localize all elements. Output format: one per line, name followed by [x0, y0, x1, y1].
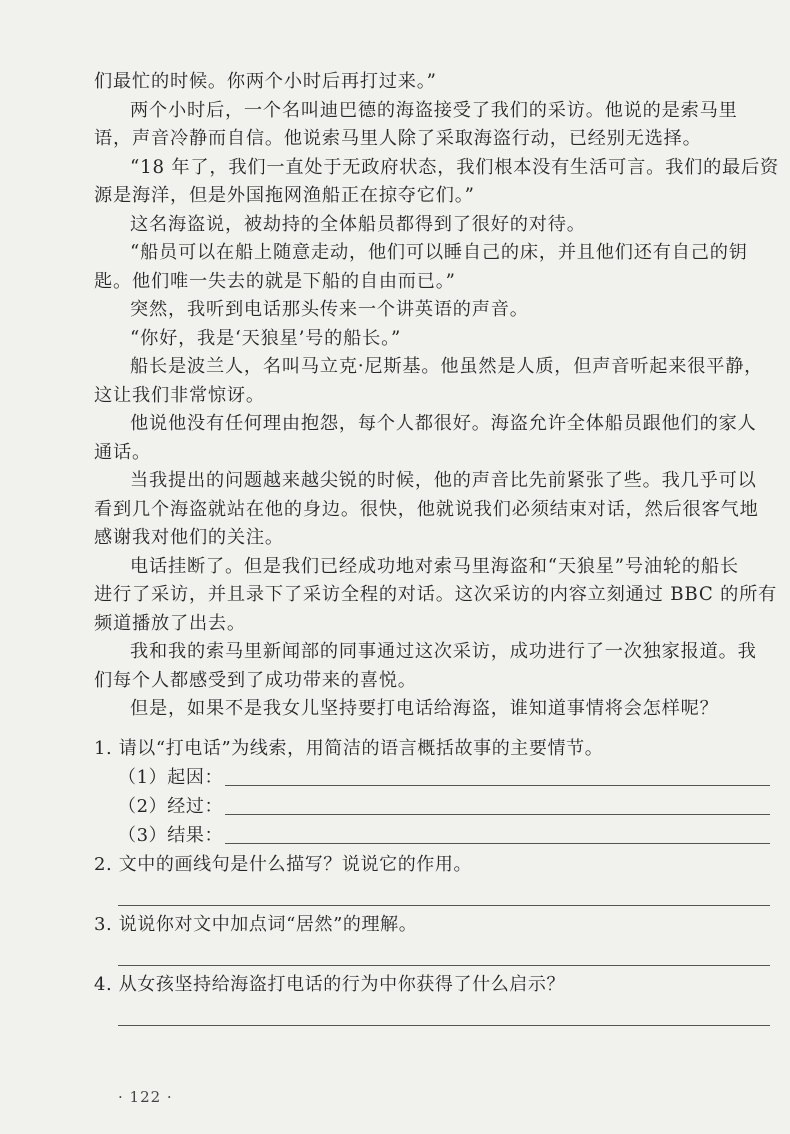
text-line: 他说他没有任何理由抱怨，每个人都很好。海盗允许全体船员跟他们的家人 [130, 413, 757, 434]
paragraph [94, 553, 778, 639]
answer-line[interactable] [225, 823, 770, 844]
text-line: 频道播放了出去。 [94, 612, 246, 634]
text-line: “你好，我是‘天狼星’号的船长。” [130, 327, 402, 349]
text-line: 语，声音冷静而自信。他说索马里人除了采取海盗行动，已经别无选择。 [94, 128, 702, 149]
question-4: 4. 从女孩坚持给海盗打电话的行为中你获得了什么启示？ [94, 974, 566, 995]
answer-line[interactable] [225, 765, 770, 786]
paragraph [94, 97, 772, 154]
text-line: 通话。 [94, 441, 151, 463]
paragraph [94, 68, 772, 97]
questions-section [94, 734, 770, 1030]
answer-line[interactable] [118, 999, 770, 1026]
text-line: 源是海洋，但是外国拖网渔船正在掠夺它们。” [94, 185, 475, 206]
text-line: 们每个人都感受到了成功带来的喜悦。 [94, 669, 417, 691]
paragraph [94, 638, 772, 695]
paragraph [94, 239, 772, 296]
text-line: 两个小时后，一个名叫迪巴德的海盗接受了我们的采访。他说的是索马里 [130, 99, 738, 121]
text-line: “船员可以在船上随意走动，他们可以睡自己的床，并且他们还有自己的钥 [130, 242, 748, 263]
text-line: 但是，如果不是我女儿坚持要打电话给海盗，谁知道事情将会怎样呢？ [130, 698, 719, 719]
paragraph [94, 353, 772, 410]
answer-line[interactable] [118, 879, 770, 906]
text-line: 匙。他们唯一失去的就是下船的自由而已。” [94, 270, 456, 292]
paragraph [94, 695, 772, 724]
answer-line[interactable] [118, 939, 770, 966]
page-number: · 122 · [118, 1088, 173, 1106]
answer-process[interactable] [94, 792, 770, 821]
text-line: 突然，我听到电话那头传来一个讲英语的声音。 [130, 299, 529, 320]
answer-label: （1）起因： [118, 767, 224, 788]
paragraph [94, 325, 772, 354]
paragraph [94, 154, 780, 211]
question-2: 2. 文中的画线句是什么描写？说说它的作用。 [94, 854, 473, 875]
text-line: 这名海盗说，被劫持的全体船员都得到了很好的对待。 [130, 213, 586, 235]
answer-label: （2）经过： [118, 796, 224, 817]
text-line: “18 年了，我们一直处于无政府状态，我们根本没有生活可言。我们的最后资 [130, 156, 780, 178]
text-line: 电话挂断了。但是我们已经成功地对索马里海盗和“天狼星”号油轮的船长 [130, 555, 739, 577]
text-line: 感谢我对他们的关注。 [94, 527, 284, 548]
text-line: 看到几个海盗就站在他的身边。很快，他就说我们必须结束对话，然后很客气地 [94, 498, 759, 520]
text-line: 进行了采访，并且录下了采访全程的对话。这次采访的内容立刻通过 BBC 的所有 [94, 584, 778, 605]
answer-line[interactable] [225, 794, 770, 815]
text-line: 当我提出的问题越来越尖锐的时候，他的声音比先前紧张了些。我几乎可以 [130, 470, 757, 491]
paragraph [94, 467, 772, 553]
text-line: 们最忙的时候。你两个小时后再打过来。” [94, 71, 437, 92]
text-line: 这让我们非常惊讶。 [94, 384, 265, 406]
paragraph [94, 410, 772, 467]
paragraph [94, 296, 772, 325]
answer-result[interactable] [94, 821, 770, 850]
story-text [94, 68, 780, 724]
question-3: 3. 说说你对文中加点词“居然”的理解。 [94, 914, 418, 935]
answer-cause[interactable] [94, 763, 770, 792]
answer-label: （3）结果： [118, 825, 224, 846]
text-line: 船长是波兰人，名叫马立克·尼斯基。他虽然是人质，但声音听起来很平静， [130, 356, 764, 377]
question-1: 1. 请以“打电话”为线索，用简洁的语言概括故事的主要情节。 [94, 738, 604, 759]
text-line: 我和我的索马里新闻部的同事通过这次采访，成功进行了一次独家报道。我 [130, 641, 757, 662]
paragraph [94, 211, 772, 240]
